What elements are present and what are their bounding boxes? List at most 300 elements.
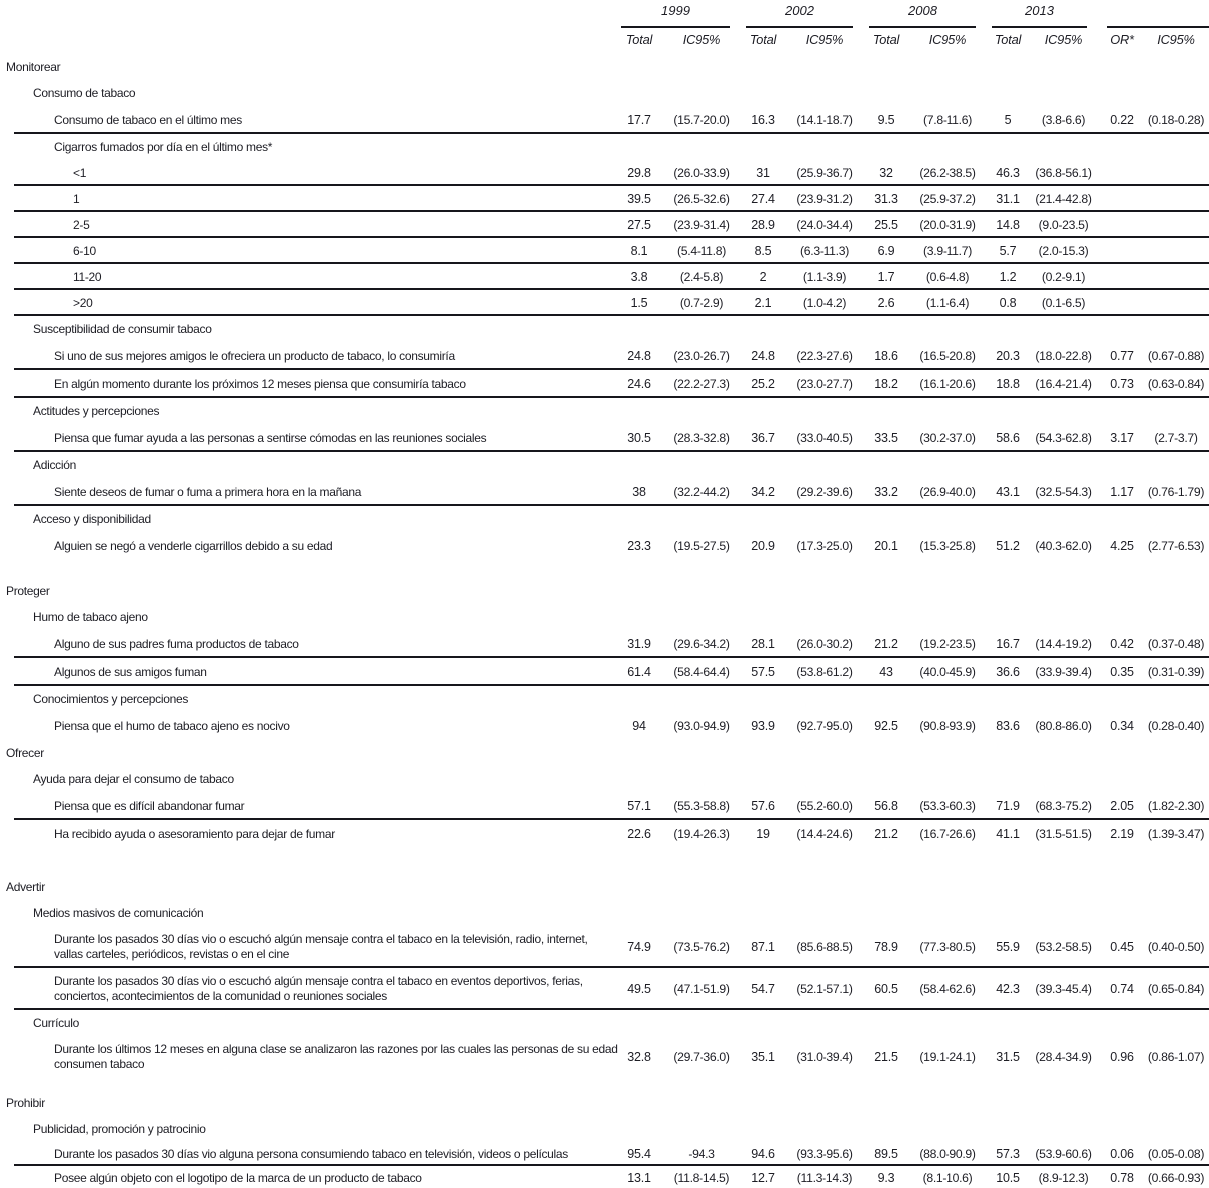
ic95-value: (2.4-5.8) <box>679 270 724 284</box>
total-value: 21.5 <box>874 1050 898 1064</box>
row-label: 1 <box>73 191 80 206</box>
ic95-value: (53.2-58.5) <box>1035 940 1092 954</box>
table-row <box>0 658 1209 686</box>
or-value: 1.17 <box>1110 485 1134 499</box>
total-value: 94.6 <box>751 1147 775 1161</box>
ic95-value: (40.0-45.9) <box>919 665 976 679</box>
total-value: 31.1 <box>996 192 1020 206</box>
ic95-value: (16.5-20.8) <box>919 349 976 363</box>
column-header-total-4: Total <box>872 31 900 47</box>
total-value: 1.5 <box>630 296 648 310</box>
ic95-value: (24.0-34.4) <box>796 218 853 232</box>
table-row <box>0 630 1209 658</box>
total-value: 2.6 <box>877 296 895 310</box>
ic95-value: (88.0-90.9) <box>919 1147 976 1161</box>
group-label-row <box>0 1010 1209 1036</box>
total-value: 31.3 <box>874 192 898 206</box>
row-label: Ofrecer <box>6 745 44 760</box>
or-ic95-value: (1.39-3.47) <box>1147 827 1205 841</box>
ic95-value: (29.2-39.6) <box>796 485 853 499</box>
table-row <box>0 532 1209 560</box>
ic95-value: (19.4-26.3) <box>673 827 730 841</box>
ic95-value: (16.7-26.6) <box>919 827 976 841</box>
total-value: 0.8 <box>999 296 1017 310</box>
total-value: 29.8 <box>627 166 651 180</box>
total-value: 31 <box>756 166 770 180</box>
group-label-row <box>0 398 1209 424</box>
ic95-value: (5.4-11.8) <box>677 244 726 258</box>
or-value: 0.34 <box>1110 719 1134 733</box>
year-2013-header: 2013 <box>992 2 1087 28</box>
ic95-value: (14.1-18.7) <box>796 113 853 127</box>
ic95-value: (22.3-27.6) <box>796 349 853 363</box>
ic95-value: (1.1-3.9) <box>802 270 847 284</box>
table-row <box>0 1036 1209 1078</box>
or-value: 2.19 <box>1110 827 1134 841</box>
row-label: 11-20 <box>73 269 102 284</box>
ic95-value: (3.9-11.7) <box>923 244 972 258</box>
or-value: 2.05 <box>1110 799 1134 813</box>
total-value: 46.3 <box>996 166 1020 180</box>
total-value: 57.6 <box>751 799 775 813</box>
or-ic95-value: (0.18-0.28) <box>1147 113 1205 127</box>
row-label: 6-10 <box>73 243 96 258</box>
total-value: 1.7 <box>877 270 895 284</box>
total-value: 33.2 <box>874 485 898 499</box>
section-row <box>0 874 1209 900</box>
ic95-value: (19.5-27.5) <box>673 539 730 553</box>
ic95-value: (85.6-88.5) <box>796 940 853 954</box>
total-value: 87.1 <box>751 940 775 954</box>
total-value: 25.5 <box>874 218 898 232</box>
group-label-row <box>0 766 1209 792</box>
total-value: 23.3 <box>627 539 651 553</box>
total-value: 94 <box>632 719 646 733</box>
total-value: 27.4 <box>751 192 775 206</box>
group-label-row <box>0 452 1209 478</box>
table-year-header-row <box>0 2 1209 28</box>
ic95-value: (54.3-62.8) <box>1035 431 1092 445</box>
or-value: 0.22 <box>1110 113 1134 127</box>
ic95-value: (33.0-40.5) <box>796 431 853 445</box>
row-label: Cigarros fumados por día en el último mes* <box>54 139 273 154</box>
total-value: 5.7 <box>999 244 1017 258</box>
total-value: 18.2 <box>874 377 898 391</box>
table-row <box>0 424 1209 452</box>
or-value: 3.17 <box>1110 431 1134 445</box>
total-value: 9.5 <box>877 113 895 127</box>
total-value: 28.1 <box>751 637 775 651</box>
row-label: Posee algún objeto con el logotipo de la marca de un producto de tabaco <box>54 1170 422 1185</box>
or-ic95-value: (0.63-0.84) <box>1147 377 1205 391</box>
group-label-row <box>0 316 1209 342</box>
ic95-value: (1.0-4.2) <box>802 296 847 310</box>
total-value: 13.1 <box>627 1171 651 1185</box>
row-label: Advertir <box>6 879 45 894</box>
year-header-spacer <box>0 2 619 28</box>
ic95-value: (73.5-76.2) <box>673 940 730 954</box>
row-label: Publicidad, promoción y patrocinio <box>33 1121 206 1136</box>
total-value: 61.4 <box>627 665 651 679</box>
total-value: 32 <box>879 166 893 180</box>
row-label: Susceptibilidad de consumir tabaco <box>33 321 212 336</box>
ic95-value: (47.1-51.9) <box>673 982 730 996</box>
total-value: 35.1 <box>751 1050 775 1064</box>
ic95-value: (33.9-39.4) <box>1035 665 1092 679</box>
row-label: Medios masivos de comunicación <box>33 905 204 920</box>
total-value: 24.8 <box>627 349 651 363</box>
row-label: Si uno de sus mejores amigos le ofreciera un producto de tabaco, lo consumiría <box>54 348 455 363</box>
ic95-value: (20.0-31.9) <box>919 218 976 232</box>
row-label: Acceso y disponibilidad <box>33 511 151 526</box>
ic95-value: (23.9-31.2) <box>796 192 853 206</box>
ic95-value: (40.3-62.0) <box>1035 539 1092 553</box>
or-group-underline <box>1107 2 1209 28</box>
ic95-value: (31.5-51.5) <box>1035 827 1092 841</box>
ic95-value: (6.3-11.3) <box>800 244 849 258</box>
ic95-value: (15.7-20.0) <box>673 113 730 127</box>
ic95-value: (80.8-86.0) <box>1035 719 1092 733</box>
or-ic95-value: (2.7-3.7) <box>1154 431 1198 445</box>
or-ic95-value: (0.66-0.93) <box>1147 1171 1205 1185</box>
row-label: Currículo <box>33 1015 79 1030</box>
ic95-value: (26.0-33.9) <box>673 166 730 180</box>
ic95-value: (53.3-60.3) <box>919 799 976 813</box>
ic95-value: (19.2-23.5) <box>919 637 976 651</box>
total-value: 83.6 <box>996 719 1020 733</box>
ic95-value: (17.3-25.0) <box>796 539 853 553</box>
row-label: <1 <box>73 165 87 180</box>
ic95-value: (7.8-11.6) <box>923 113 972 127</box>
ic95-value: (23.0-26.7) <box>673 349 730 363</box>
column-header-ic95%-1: IC95% <box>682 31 721 47</box>
row-label: Adicción <box>33 457 76 472</box>
ic95-value: (9.0-23.5) <box>1038 218 1089 232</box>
section-row <box>0 54 1209 80</box>
year-2008-header: 2008 <box>869 2 976 28</box>
ic95-value: (11.8-14.5) <box>673 1171 730 1185</box>
table-row <box>0 370 1209 398</box>
total-value: 19 <box>756 827 770 841</box>
total-value: 31.5 <box>996 1050 1020 1064</box>
group-label-row <box>0 134 1209 160</box>
ic95-value: (77.3-80.5) <box>919 940 976 954</box>
row-label: Humo de tabaco ajeno <box>33 609 148 624</box>
ic95-value: (58.4-64.4) <box>673 665 730 679</box>
total-value: 1.2 <box>999 270 1017 284</box>
ic95-value: (53.8-61.2) <box>796 665 853 679</box>
or-ic95-value: (0.37-0.48) <box>1147 637 1205 651</box>
total-value: 22.6 <box>627 827 651 841</box>
ic95-value: (1.1-6.4) <box>925 296 970 310</box>
ic95-value: (25.9-37.2) <box>919 192 976 206</box>
row-label: Siente deseos de fumar o fuma a primera hora en la mañana <box>54 484 362 499</box>
or-ic95-value: (0.05-0.08) <box>1147 1147 1205 1161</box>
table-row <box>0 160 1209 186</box>
ic95-value: (30.2-37.0) <box>919 431 976 445</box>
row-label: Piensa que el humo de tabaco ajeno es nocivo <box>54 718 290 733</box>
ic95-value: (92.7-95.0) <box>796 719 853 733</box>
total-value: 31.9 <box>627 637 651 651</box>
table-row <box>0 290 1209 316</box>
total-value: 12.7 <box>751 1171 775 1185</box>
total-value: 3.8 <box>630 270 648 284</box>
ic95-value: (0.2-9.1) <box>1041 270 1086 284</box>
or-value: 0.78 <box>1110 1171 1134 1185</box>
ic95-value: (36.8-56.1) <box>1035 166 1092 180</box>
ic95-value: (68.3-75.2) <box>1035 799 1092 813</box>
table-column-header-row <box>0 28 1209 50</box>
ic95-value: (31.0-39.4) <box>796 1050 853 1064</box>
group-label-row <box>0 900 1209 926</box>
total-value: 8.5 <box>754 244 772 258</box>
total-value: 58.6 <box>996 431 1020 445</box>
total-value: 27.5 <box>627 218 651 232</box>
total-value: 78.9 <box>874 940 898 954</box>
ic95-value: (15.3-25.8) <box>919 539 976 553</box>
group-label-row <box>0 1116 1209 1142</box>
total-value: 95.4 <box>627 1147 651 1161</box>
or-ic95-value: (0.31-0.39) <box>1147 665 1205 679</box>
total-value: 43 <box>879 665 893 679</box>
year-2002-header: 2002 <box>746 2 853 28</box>
section-gap <box>0 560 1209 578</box>
column-header-total-6: Total <box>994 31 1022 47</box>
ic95-value: (29.6-34.2) <box>673 637 730 651</box>
row-label: Piensa que es difícil abandonar fumar <box>54 798 245 813</box>
ic95-value: (11.3-14.3) <box>796 1171 853 1185</box>
row-label: Ha recibido ayuda o asesoramiento para dejar de fumar <box>54 826 335 841</box>
section-row <box>0 740 1209 766</box>
or-value: 0.35 <box>1110 665 1134 679</box>
group-label-row <box>0 80 1209 106</box>
or-ic95-value: (0.40-0.50) <box>1147 940 1205 954</box>
ic95-value: (93.0-94.9) <box>673 719 730 733</box>
row-label: Algunos de sus amigos fuman <box>54 664 207 679</box>
total-value: 17.7 <box>627 113 651 127</box>
ic95-value: (0.1-6.5) <box>1041 296 1086 310</box>
table-row <box>0 238 1209 264</box>
total-value: 24.6 <box>627 377 651 391</box>
ic95-value: (58.4-62.6) <box>919 982 976 996</box>
total-value: 21.2 <box>874 637 898 651</box>
section-row <box>0 578 1209 604</box>
ic95-value: (23.0-27.7) <box>796 377 853 391</box>
ic95-value: (8.9-12.3) <box>1038 1171 1089 1185</box>
ic95-value: (52.1-57.1) <box>796 982 853 996</box>
total-value: 36.6 <box>996 665 1020 679</box>
row-label: Durante los pasados 30 días vio o escuchó algún mensaje contra el tabaco en eventos deportivos, ferias, conciertos, acontecimientos de la comunidad o reuniones sociales <box>54 974 583 1003</box>
group-label-row <box>0 686 1209 712</box>
results-table <box>0 2 1209 1188</box>
or-ic95-value: (0.76-1.79) <box>1147 485 1205 499</box>
or-ic95-value: (1.82-2.30) <box>1147 799 1205 813</box>
total-value: 93.9 <box>751 719 775 733</box>
column-header-ic95%-7: IC95% <box>1044 31 1083 47</box>
ic95-value: (32.2-44.2) <box>673 485 730 499</box>
ic95-value: (16.1-20.6) <box>919 377 976 391</box>
group-label-row <box>0 604 1209 630</box>
row-label: Alguno de sus padres fuma productos de tabaco <box>54 636 299 651</box>
total-value: 18.6 <box>874 349 898 363</box>
table-row <box>0 186 1209 212</box>
total-value: 5 <box>1004 113 1012 127</box>
total-value: 30.5 <box>627 431 651 445</box>
ic95-value: (21.4-42.8) <box>1035 192 1092 206</box>
total-value: 20.3 <box>996 349 1020 363</box>
ic95-value: (90.8-93.9) <box>919 719 976 733</box>
or-value: 4.25 <box>1110 539 1134 553</box>
total-value: 38 <box>632 485 646 499</box>
total-value: 33.5 <box>874 431 898 445</box>
total-value: 16.7 <box>996 637 1020 651</box>
ic95-value: (26.9-40.0) <box>919 485 976 499</box>
column-header-total-0: Total <box>625 31 653 47</box>
total-value: 92.5 <box>874 719 898 733</box>
row-label: >20 <box>73 295 93 310</box>
total-value: 49.5 <box>627 982 651 996</box>
total-value: 89.5 <box>874 1147 898 1161</box>
ic95-value: (26.0-30.2) <box>796 637 853 651</box>
group-label-row <box>0 506 1209 532</box>
row-label: En algún momento durante los próximos 12 meses piensa que consumiría tabaco <box>54 376 466 391</box>
ic95-value: (22.2-27.3) <box>673 377 730 391</box>
ic95-value: (2.0-15.3) <box>1038 244 1089 258</box>
ic95-value: (93.3-95.6) <box>796 1147 853 1161</box>
total-value: 39.5 <box>627 192 651 206</box>
total-value: 25.2 <box>751 377 775 391</box>
table-row <box>0 264 1209 290</box>
ic95-value: (14.4-19.2) <box>1035 637 1092 651</box>
table-row <box>0 820 1209 848</box>
total-value: 57.1 <box>627 799 651 813</box>
total-value: 56.8 <box>874 799 898 813</box>
row-label: Piensa que fumar ayuda a las personas a sentirse cómodas en las reuniones sociales <box>54 430 487 445</box>
ic95-value: (26.2-38.5) <box>919 166 976 180</box>
total-value: 34.2 <box>751 485 775 499</box>
total-value: 2.1 <box>754 296 772 310</box>
table-row <box>0 926 1209 968</box>
or-ic95-value: (0.28-0.40) <box>1147 719 1205 733</box>
total-value: 57.5 <box>751 665 775 679</box>
total-value: 28.9 <box>751 218 775 232</box>
row-label: Conocimientos y percepciones <box>33 691 189 706</box>
ic95-value: (28.4-34.9) <box>1035 1050 1092 1064</box>
total-value: 2 <box>759 270 767 284</box>
table-row <box>0 792 1209 820</box>
column-header-ic95%-5: IC95% <box>928 31 967 47</box>
table-row <box>0 968 1209 1010</box>
total-value: 51.2 <box>996 539 1020 553</box>
or-ic95-value: (0.86-1.07) <box>1147 1050 1205 1064</box>
row-label: Durante los pasados 30 días vio alguna persona consumiendo tabaco en televisión, videos o películas <box>54 1146 568 1161</box>
ic95-value: (8.1-10.6) <box>922 1171 973 1185</box>
table-row <box>0 212 1209 238</box>
total-value: 43.1 <box>996 485 1020 499</box>
ic95-value: (0.6-4.8) <box>925 270 970 284</box>
row-label: Alguien se negó a venderle cigarrillos debido a su edad <box>54 538 333 553</box>
total-value: 41.1 <box>996 827 1020 841</box>
total-value: 8.1 <box>630 244 648 258</box>
ic95-value: (55.2-60.0) <box>796 799 853 813</box>
or-ic95-value: (0.65-0.84) <box>1147 982 1205 996</box>
row-label: 2-5 <box>73 217 90 232</box>
column-header-ic95%-9: IC95% <box>1157 31 1195 47</box>
total-value: 42.3 <box>996 982 1020 996</box>
ic95-value: (19.1-24.1) <box>919 1050 976 1064</box>
total-value: 55.9 <box>996 940 1020 954</box>
ic95-value: (29.7-36.0) <box>673 1050 730 1064</box>
column-header-total-2: Total <box>749 31 777 47</box>
or-value: 0.74 <box>1110 982 1134 996</box>
or-value: 0.45 <box>1110 940 1134 954</box>
row-label: Durante los últimos 12 meses en alguna clase se analizaron las razones por las cuales las personas de su edad consumen tabaco <box>54 1042 618 1071</box>
ic95-value: (28.3-32.8) <box>673 431 730 445</box>
or-ic95-value: (2.77-6.53) <box>1147 539 1205 553</box>
section-gap <box>0 848 1209 874</box>
row-label: Consumo de tabaco en el último mes <box>54 112 242 127</box>
total-value: 10.5 <box>996 1171 1020 1185</box>
total-value: 9.3 <box>877 1171 895 1185</box>
total-value: 6.9 <box>877 244 895 258</box>
table-row <box>0 1166 1209 1188</box>
row-label: Durante los pasados 30 días vio o escuchó algún mensaje contra el tabaco en la televisión, radio, internet, vallas carteles, periódicos, revistas o en el cine <box>54 932 588 961</box>
ic95-value: (0.7-2.9) <box>679 296 724 310</box>
column-header-or-8: OR* <box>1110 31 1134 47</box>
section-row <box>0 1090 1209 1116</box>
column-header-ic95%-3: IC95% <box>805 31 844 47</box>
row-label: Proteger <box>6 583 50 598</box>
ic95-value: (55.3-58.8) <box>673 799 730 813</box>
total-value: 18.8 <box>996 377 1020 391</box>
total-value: 16.3 <box>751 113 775 127</box>
total-value: 54.7 <box>751 982 775 996</box>
ic95-value: (14.4-24.6) <box>796 827 853 841</box>
row-label: Actitudes y percepciones <box>33 403 160 418</box>
row-label: Consumo de tabaco <box>33 85 136 100</box>
total-value: 74.9 <box>627 940 651 954</box>
row-label: Prohibir <box>6 1095 45 1110</box>
table-row <box>0 106 1209 134</box>
ic95-value: (39.3-45.4) <box>1035 982 1092 996</box>
total-value: 14.8 <box>996 218 1020 232</box>
ic95-value: (32.5-54.3) <box>1035 485 1092 499</box>
total-value: 20.9 <box>751 539 775 553</box>
or-value: 0.77 <box>1110 349 1134 363</box>
total-value: 21.2 <box>874 827 898 841</box>
ic95-value: (3.8-6.6) <box>1041 113 1086 127</box>
table-row <box>0 1142 1209 1166</box>
or-value: 0.42 <box>1110 637 1134 651</box>
total-value: 20.1 <box>874 539 898 553</box>
total-value: 71.9 <box>996 799 1020 813</box>
row-label: Monitorear <box>6 59 61 74</box>
ic95-value: (16.4-21.4) <box>1035 377 1092 391</box>
row-label: Ayuda para dejar el consumo de tabaco <box>33 771 234 786</box>
table-row <box>0 342 1209 370</box>
total-value: 36.7 <box>751 431 775 445</box>
ic95-value: (18.0-22.8) <box>1035 349 1092 363</box>
total-value: 32.8 <box>627 1050 651 1064</box>
ic95-value: (53.9-60.6) <box>1035 1147 1092 1161</box>
total-value: 24.8 <box>751 349 775 363</box>
total-value: 60.5 <box>874 982 898 996</box>
or-value: 0.73 <box>1110 377 1134 391</box>
ic95-value: -94.3 <box>688 1147 715 1161</box>
section-gap <box>0 1078 1209 1090</box>
or-ic95-value: (0.67-0.88) <box>1147 349 1205 363</box>
ic95-value: (23.9-31.4) <box>673 218 730 232</box>
